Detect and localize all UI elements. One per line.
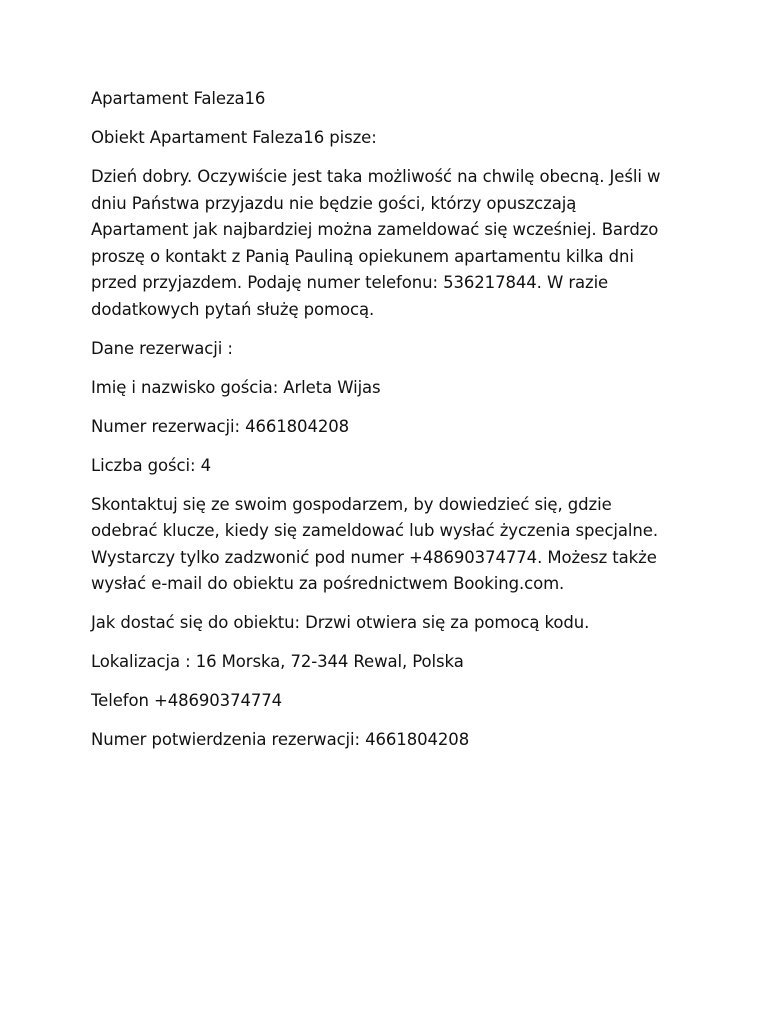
message-line: Apartament jak najbardziej można zameldować się wcześniej. Bardzo xyxy=(91,220,659,239)
document-content xyxy=(91,86,691,766)
sender-line: Obiekt Apartament Faleza16 pisze: xyxy=(91,128,377,147)
location: Lokalizacja : 16 Morska, 72-344 Rewal, Polska xyxy=(91,652,464,671)
message-line: Dzień dobry. Oczywiście jest taka możliwość na chwilę obecną. Jeśli w xyxy=(91,167,661,186)
contact-line: Wystarczy tylko zadzwonić pod numer +48690374774. Możesz także xyxy=(91,547,657,567)
contact-paragraph xyxy=(91,492,691,598)
guest-count: Liczba gości: 4 xyxy=(91,455,211,475)
document-title: Apartament Faleza16 xyxy=(91,89,266,108)
phone: Telefon +48690374774 xyxy=(91,691,283,710)
access-info: Jak dostać się do obiektu: Drzwi otwiera się za pomocą kodu. xyxy=(91,613,590,632)
contact-line: wysłać e-mail do obiektu za pośrednictwem Booking.com. xyxy=(91,574,565,593)
reservation-number: Numer rezerwacji: 4661804208 xyxy=(91,416,350,436)
reservation-header: Dane rezerwacji : xyxy=(91,338,233,358)
message-line: proszę o kontakt z Panią Pauliną opiekunem apartamentu kilka dni xyxy=(91,246,634,266)
confirmation-number: Numer potwierdzenia rezerwacji: 4661804208 xyxy=(91,730,470,749)
message-line: przed przyjazdem. Podaję numer telefonu: 536217844. W razie xyxy=(91,273,609,292)
message-line: dodatkowych pytań służę pomocą. xyxy=(91,299,375,319)
guest-name: Imię i nazwisko gościa: Arleta Wijas xyxy=(91,377,381,397)
message-line: dniu Państwa przyjazdu nie będzie gości, którzy opuszczają xyxy=(91,193,577,213)
contact-line: Skontaktuj się ze swoim gospodarzem, by dowiedzieć się, gdzie xyxy=(91,494,612,514)
message-paragraph xyxy=(91,164,691,323)
contact-line: odebrać klucze, kiedy się zameldować lub wysłać życzenia specjalne. xyxy=(91,521,658,540)
